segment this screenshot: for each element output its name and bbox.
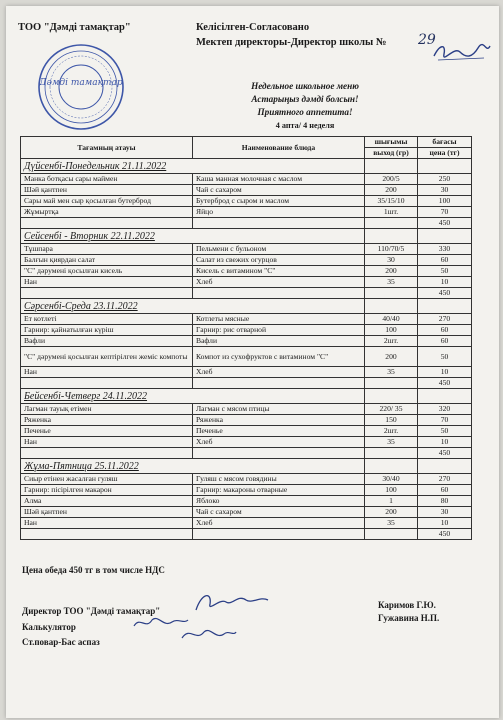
dish-yield: 110/70/5 [365,244,418,255]
dish-yield: 1шт. [365,207,418,218]
dish-name-ru: Яйцо [193,207,365,218]
dish-price: 330 [418,244,472,255]
total-empty-cell [365,288,418,299]
dish-yield: 2шт. [365,426,418,437]
dish-name-ru: Хлеб [193,518,365,529]
dish-price: 10 [418,437,472,448]
dish-name-ru: Хлеб [193,277,365,288]
director-name: Каримов Г.Ю. [378,600,436,610]
day-title: Сейсенбі - Вторник 22.11.2022 [21,229,365,244]
total-empty-cell [193,288,365,299]
dish-name-kz: "С" дәрумені қосылған кисель [21,266,193,277]
table-row [21,347,472,367]
table-row [21,367,472,378]
total-empty-cell [365,529,418,540]
day-header-empty-cell [418,299,472,314]
day-total-row [21,288,472,299]
total-empty-cell [21,529,193,540]
total-empty-cell [193,448,365,459]
col-ru-name: Наименование блюда [193,137,365,159]
table-row [21,518,472,529]
dish-price: 10 [418,518,472,529]
day-total-row [21,529,472,540]
dish-name-ru: Лагман с мясом птицы [193,404,365,415]
dish-yield: 1 [365,496,418,507]
dish-yield: 220/ 35 [365,404,418,415]
dish-price: 30 [418,185,472,196]
dish-name-kz: Тұшпара [21,244,193,255]
day-header-empty-cell [418,229,472,244]
dish-yield: 35 [365,518,418,529]
day-header-empty-cell [365,299,418,314]
col-kz-name: Тағамның атауы [21,137,193,159]
dish-name-ru: Ряженка [193,415,365,426]
stamp-text: Дәмді тамақтар [39,78,123,88]
day-header-row [21,459,472,474]
total-empty-cell [193,378,365,389]
cook-signature-icon [178,622,238,646]
dish-price: 320 [418,404,472,415]
dish-price: 60 [418,336,472,347]
dish-name-kz: Ет котлеті [21,314,193,325]
dish-yield: 30/40 [365,474,418,485]
dish-yield: 200 [365,347,418,367]
dish-name-ru: Печенье [193,426,365,437]
dish-yield: 100 [365,325,418,336]
table-row [21,277,472,288]
table-row [21,244,472,255]
director-label: Директор ТОО "Дәмді тамақтар" [22,606,161,616]
dish-yield: 200 [365,185,418,196]
table-row [21,415,472,426]
table-row [21,255,472,266]
dish-price: 60 [418,325,472,336]
dish-name-ru: Хлеб [193,437,365,448]
col-price-ru: цена (тг) [418,148,472,159]
dish-name-kz: Нан [21,518,193,529]
table-row [21,437,472,448]
dish-price: 10 [418,367,472,378]
dish-name-ru: Чай с сахаром [193,185,365,196]
dish-yield: 200 [365,507,418,518]
day-title: Дүйсенбі-Понедельник 21.11.2022 [21,159,365,174]
day-total-row [21,218,472,229]
col-price-kz: бағасы [418,137,472,148]
day-total-price: 450 [418,378,472,389]
day-header-row [21,229,472,244]
dish-name-kz: Шәй қантпен [21,507,193,518]
dish-price: 250 [418,174,472,185]
dish-price: 70 [418,415,472,426]
dish-yield: 40/40 [365,314,418,325]
day-title: Жұма-Пятница 25.11.2022 [21,459,365,474]
director-signature-icon [432,40,492,64]
dish-name-ru: Гуляш с мясом говядины [193,474,365,485]
day-total-row [21,378,472,389]
dish-name-ru: Кисель с витамином "С" [193,266,365,277]
total-empty-cell [21,448,193,459]
dish-name-kz: Манка ботқасы сары маймен [21,174,193,185]
dish-name-kz: Шәй қантпен [21,185,193,196]
title-line-2: Астарыңыз дәмді болсын! [251,94,359,104]
dish-name-ru: Бутерброд с сыром и маслом [193,196,365,207]
dish-name-ru: Вафли [193,336,365,347]
dish-name-ru: Гарнир: макароны отварные [193,485,365,496]
dish-yield: 35 [365,367,418,378]
day-header-empty-cell [365,389,418,404]
table-row [21,196,472,207]
table-row [21,174,472,185]
total-empty-cell [21,218,193,229]
menu-heading [200,80,410,132]
dish-name-ru: Пельмени с бульоном [193,244,365,255]
day-header-empty-cell [365,229,418,244]
dish-name-ru: Гарнир: рис отварной [193,325,365,336]
col-yield-kz: шығымы [365,137,418,148]
company-stamp-icon [36,42,126,132]
day-header-row [21,389,472,404]
approval-line-2: Мектеп директоры-Директор школы № [196,37,387,48]
table-row [21,485,472,496]
dish-yield: 200 [365,266,418,277]
dish-name-ru: Яблоко [193,496,365,507]
approval-line-1: Келісілген-Согласовано [196,22,310,33]
table-row [21,496,472,507]
dish-price: 80 [418,496,472,507]
dish-name-ru: Хлеб [193,367,365,378]
day-total-price: 450 [418,448,472,459]
dish-name-ru: Салат из свежих огурцов [193,255,365,266]
total-empty-cell [193,529,365,540]
total-empty-cell [365,218,418,229]
dish-name-kz: Сары май мен сыр қосылған бутерброд [21,196,193,207]
day-header-empty-cell [365,159,418,174]
day-header-row [21,299,472,314]
dish-name-kz: Лагман тауық етімен [21,404,193,415]
dish-price: 60 [418,485,472,496]
table-row [21,207,472,218]
organization-name: ТОО "Дәмді тамақтар" [18,22,131,33]
dish-name-ru: Котлеты мясные [193,314,365,325]
day-header-row [21,159,472,174]
dish-price: 50 [418,426,472,437]
dish-price: 70 [418,207,472,218]
col-yield-ru: выход (гр) [365,148,418,159]
day-header-empty-cell [418,389,472,404]
total-empty-cell [21,378,193,389]
dish-name-kz: Балғын қиярдан салат [21,255,193,266]
total-empty-cell [365,448,418,459]
dish-yield: 200/5 [365,174,418,185]
table-row [21,507,472,518]
dish-yield: 35 [365,437,418,448]
dish-name-ru: Компот из сухофруктов с витамином "С" [193,347,365,367]
lunch-price-note: Цена обеда 450 тг в том числе НДС [22,565,165,575]
calculator-label: Калькулятор [22,622,76,632]
day-title: Бейсенбі-Четверг 24.11.2022 [21,389,365,404]
dish-price: 50 [418,347,472,367]
dish-price: 270 [418,474,472,485]
dish-name-kz: Жұмыртқа [21,207,193,218]
director-signature-icon [192,588,272,618]
table-row [21,336,472,347]
day-total-price: 450 [418,288,472,299]
day-header-empty-cell [418,459,472,474]
dish-name-kz: Нан [21,277,193,288]
dish-name-kz: Нан [21,437,193,448]
dish-price: 30 [418,507,472,518]
dish-yield: 30 [365,255,418,266]
day-total-row [21,448,472,459]
dish-name-kz: Вафли [21,336,193,347]
dish-yield: 150 [365,415,418,426]
dish-yield: 2шт. [365,336,418,347]
school-number: 29 [418,32,436,48]
dish-price: 50 [418,266,472,277]
day-total-price: 450 [418,218,472,229]
dish-name-kz: Нан [21,367,193,378]
total-empty-cell [21,288,193,299]
table-row [21,474,472,485]
day-header-empty-cell [365,459,418,474]
dish-name-kz: Гарнир: пісірілген макарон [21,485,193,496]
day-total-price: 450 [418,529,472,540]
dish-price: 100 [418,196,472,207]
dish-yield: 100 [365,485,418,496]
cook-label: Ст.повар-Бас аспаз [22,637,100,647]
dish-yield: 35 [365,277,418,288]
dish-name-kz: Сиыр етінен жасалған гуляш [21,474,193,485]
day-header-empty-cell [418,159,472,174]
table-row [21,404,472,415]
total-empty-cell [365,378,418,389]
total-empty-cell [193,218,365,229]
dish-name-ru: Чай с сахаром [193,507,365,518]
title-line-1: Недельное школьное меню [251,81,359,91]
table-row [21,266,472,277]
table-row [21,185,472,196]
dish-name-kz: Печенье [21,426,193,437]
table-row [21,426,472,437]
dish-price: 60 [418,255,472,266]
dish-name-kz: Алма [21,496,193,507]
table-row [21,325,472,336]
dish-name-kz: Ряженка [21,415,193,426]
dish-name-ru: Каша манная молочная с маслом [193,174,365,185]
dish-yield: 35/15/10 [365,196,418,207]
calculator-name: Гужавина Н.П. [378,613,440,623]
day-title: Сәрсенбі-Среда 23.11.2022 [21,299,365,314]
dish-price: 270 [418,314,472,325]
week-label: 4 апта/ 4 неделя [275,121,335,130]
menu-table [20,136,472,540]
dish-name-kz: "С" дәрумені қосылған кептірілген жеміс компоты [21,347,193,367]
dish-name-kz: Гарнир: қайнатылған күріш [21,325,193,336]
table-row [21,314,472,325]
dish-price: 10 [418,277,472,288]
title-line-3: Приятного аппетита! [257,107,353,117]
